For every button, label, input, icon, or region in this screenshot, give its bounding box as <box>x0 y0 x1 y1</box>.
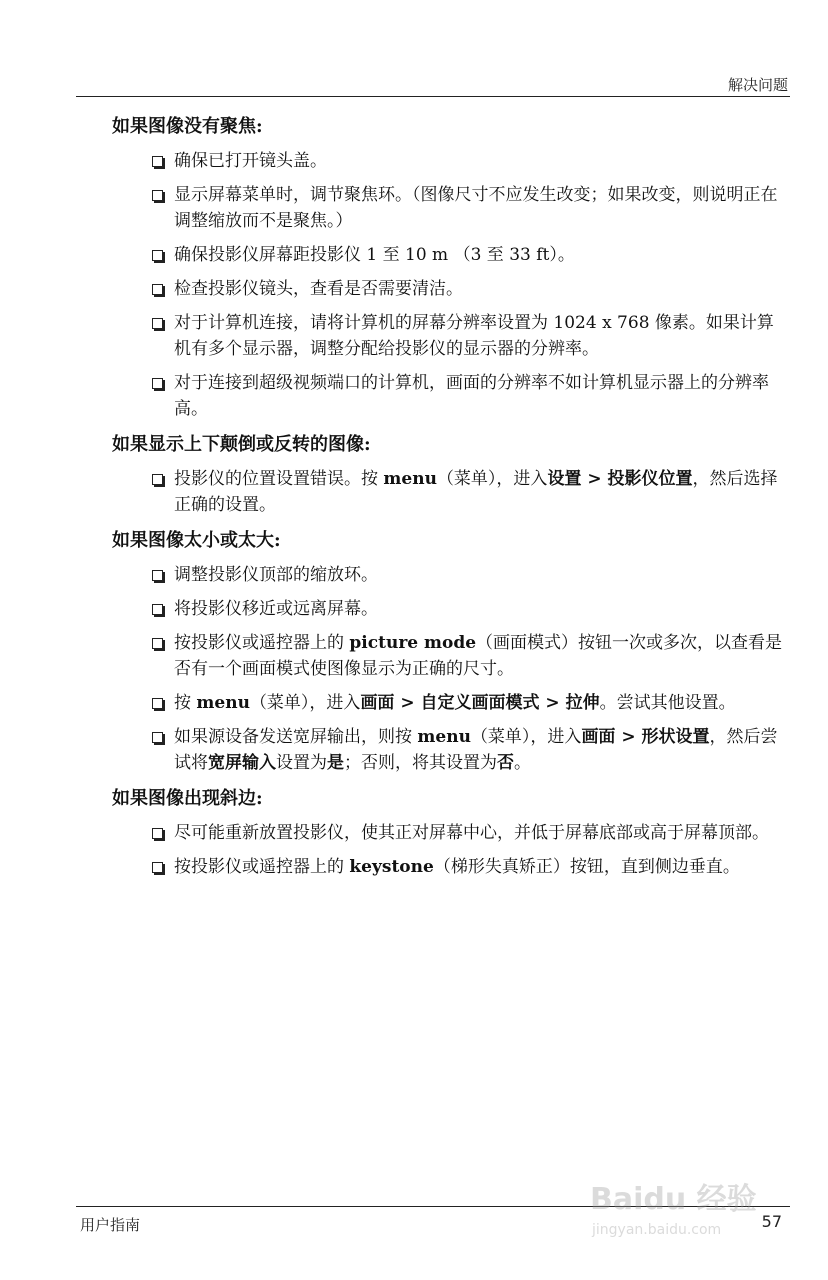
footer-doc-title: 用户指南 <box>80 1216 141 1234</box>
list-item <box>152 854 784 880</box>
bold-text: menu <box>383 469 437 489</box>
checkbox-bullet-icon <box>152 638 163 649</box>
list-item <box>152 370 784 422</box>
text-run: 确保已打开镜头盖。 <box>174 151 327 171</box>
checkbox-bullet-icon <box>152 378 163 389</box>
list-item <box>152 596 784 622</box>
bold-text: menu <box>196 693 250 713</box>
baidu-watermark <box>590 1162 790 1252</box>
list-item <box>152 630 784 682</box>
text-run: 。尝试其他设置。 <box>599 693 736 713</box>
text-run: ，然后尝试将 <box>174 727 778 773</box>
list-item <box>152 148 784 174</box>
bold-text: 设置 > 投影仪位置 <box>547 469 693 489</box>
text-run: ；否则，将其设置为 <box>344 753 497 773</box>
text-run: 调整投影仪顶部的缩放环。 <box>174 565 378 585</box>
bullet-list <box>112 148 784 422</box>
list-item <box>152 724 784 776</box>
text-run: ，然后选择正确的设置。 <box>174 469 778 515</box>
bullet-list <box>112 820 784 880</box>
text-run: 确保投影仪屏幕距投影仪 1 至 10 m （3 至 33 ft）。 <box>174 245 575 265</box>
text-run: 将投影仪移近或远离屏幕。 <box>174 599 378 619</box>
checkbox-bullet-icon <box>152 190 163 201</box>
text-run: （梯形失真矫正）按钮，直到侧边垂直。 <box>433 857 740 877</box>
text-run: 按投影仪或遥控器上的 <box>174 633 350 653</box>
text-run: 对于连接到超级视频端口的计算机，画面的分辨率不如计算机显示器上的分辨率高。 <box>174 373 769 419</box>
section-title: 如果图像太小或太大: <box>112 530 281 551</box>
text-run: 检查投影仪镜头，查看是否需要清洁。 <box>174 279 463 299</box>
text-run: （菜单），进入 <box>436 469 548 489</box>
text-run: 对于计算机连接，请将计算机的屏幕分辨率设置为 1024 x 768 像素。如果计算机有多个显示器，调整分配给投影仪的显示器的分辨率。 <box>174 313 774 359</box>
text-run: （菜单），进入 <box>470 727 582 747</box>
page-content <box>112 114 784 890</box>
text-run: 投影仪的位置设置错误。按 <box>174 469 384 489</box>
list-item <box>152 690 784 716</box>
bold-text: 画面 > 自定义画面模式 > 拉伸 <box>360 693 600 713</box>
text-run: 尽可能重新放置投影仪，使其正对屏幕中心，并低于屏幕底部或高于屏幕顶部。 <box>174 823 769 843</box>
text-run: 显示屏幕菜单时，调节聚焦环。（图像尺寸不应发生改变；如果改变，则说明正在调整缩放而不是聚焦。） <box>174 185 778 231</box>
text-run: 如果源设备发送宽屏输出，则按 <box>174 727 418 747</box>
text-run: 。 <box>514 753 531 773</box>
checkbox-bullet-icon <box>152 862 163 873</box>
list-item <box>152 820 784 846</box>
bullet-list <box>112 562 784 776</box>
section <box>112 432 784 518</box>
checkbox-bullet-icon <box>152 570 163 581</box>
text-run: （画面模式）按钮一次或多次，以查看是否有一个画面模式使图像显示为正确的尺寸。 <box>174 633 783 679</box>
section-title: 如果图像没有聚焦: <box>112 116 263 137</box>
list-item <box>152 562 784 588</box>
list-item <box>152 182 784 234</box>
section <box>112 114 784 422</box>
section <box>112 786 784 880</box>
bold-text: picture mode <box>349 633 477 653</box>
checkbox-bullet-icon <box>152 698 163 709</box>
list-item <box>152 466 784 518</box>
text-run: （菜单），进入 <box>249 693 361 713</box>
text-run: 按投影仪或遥控器上的 <box>174 857 350 877</box>
page-number: 57 <box>761 1212 782 1231</box>
bold-text: 画面 > 形状设置 <box>581 727 710 747</box>
checkbox-bullet-icon <box>152 250 163 261</box>
section-title: 如果图像出现斜边: <box>112 788 263 809</box>
checkbox-bullet-icon <box>152 828 163 839</box>
checkbox-bullet-icon <box>152 604 163 615</box>
list-item <box>152 242 784 268</box>
bold-text: 否 <box>497 753 514 773</box>
bold-text: 是 <box>327 753 344 773</box>
list-item <box>152 276 784 302</box>
bullet-list <box>112 466 784 518</box>
checkbox-bullet-icon <box>152 284 163 295</box>
header-rule <box>76 96 790 97</box>
section <box>112 528 784 776</box>
list-item <box>152 310 784 362</box>
text-run: 按 <box>174 693 197 713</box>
bold-text: menu <box>417 727 471 747</box>
section-title: 如果显示上下颠倒或反转的图像: <box>112 434 371 455</box>
running-header: 解决问题 <box>727 76 788 94</box>
text-run: 设置为 <box>276 753 327 773</box>
checkbox-bullet-icon <box>152 318 163 329</box>
checkbox-bullet-icon <box>152 474 163 485</box>
bold-text: 宽屏输入 <box>208 753 276 773</box>
watermark-url: jingyan.baidu.com <box>592 1222 722 1238</box>
checkbox-bullet-icon <box>152 156 163 167</box>
bold-text: keystone <box>349 857 434 877</box>
checkbox-bullet-icon <box>152 732 163 743</box>
watermark-logo-text: Baidu 经验 <box>590 1182 757 1217</box>
